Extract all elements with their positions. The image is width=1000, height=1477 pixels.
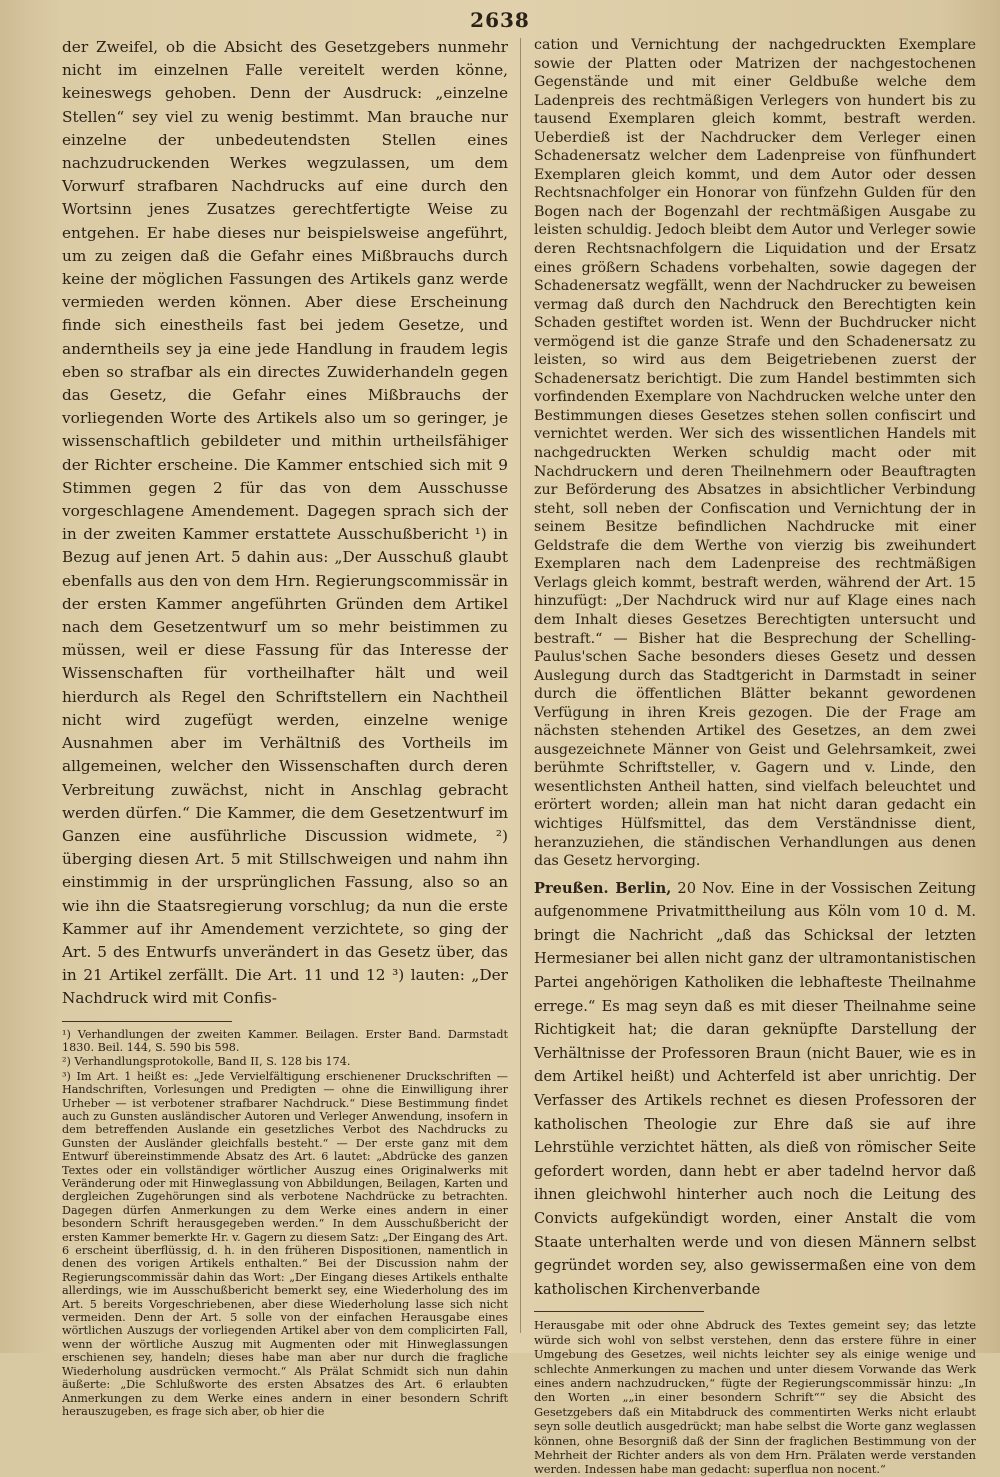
footnote-3: ³) Im Art. 1 heißt es: „Jede Vervielfältigung erschienener Druckschriften — Handschriften, Vorlesungen und Predigten — ohne die Einwilligung ihrer Urheber — ist verbotener strafbarer Nachdruck.“ Diese Bestimmung findet auch zu Gunsten ausländischer Autoren und Verleger Anwendung, insofern in dem betreffenden Auslande ein gesetzliches Verbot des Nachdrucks zu Gunsten der Ausländer gleichfalls besteht.“ — Der erste ganz mit dem Entwurf übereinstimmende Absatz des Art. 6 lautet: „Abdrücke des ganzen Textes oder ein vollständiger wörtlicher Auszug eines Originalwerks mit Veränderung oder mit Hinweglassung von Abbildungen, Beilagen, Karten und dergleichen Zugehörungen sind als verbotene Nachdrücke zu betrachten. Dagegen dürfen Anmerkungen zu dem Werke eines andern in einer besondern Schrift herausgegeben werden.“ In dem Ausschußbericht der ersten Kammer bemerkte Hr. v. Gagern zu diesem Satz: „Der Eingang des Art. 6 erscheint überflüssig, d. h. in den früheren Dispositionen, namentlich in denen des vorigen Artikels enthalten.“ Bei der Discussion nahm der Regierungscommissär dahin das Wort: „Der Eingang dieses Artikels enthalte allerdings, wie im Ausschußbericht bemerkt sey, eine Wiederholung des im Art. 5 bereits Vorgeschriebenen, aber diese Wiederholung lasse sich nicht vermeiden. Denn der Art. 5 solle von der einfachen Herausgabe eines wörtlichen Auszugs der vorliegenden Artikel aber von dem complicirten Fall, wenn der wörtliche Auszug mit Augmenten oder mit Hinweglassungen erschienen sey, handeln; dieses habe man aber nur durch die fragliche Wiederholung ausdrücken vermocht.“ Als Prälat Schmidt sich nun dahin äußerte: „Die Schlußworte des ersten Absatzes des Art. 6 erlaubten Anmerkungen zu dem Werke eines andern in einer besondern Schrift herauszugeben, es frage sich aber, ob hier die bbox=[62, 1069, 508, 1418]
column-divider bbox=[520, 38, 521, 1333]
prussia-article bbox=[534, 877, 976, 1302]
right-column-body: cation und Vernichtung der nachgedruckten Exemplare sowie der Platten oder Matrizen der nachgestochenen Gegenstände und mit einer Geldbuße welche dem Ladenpreis des rechtmäßigen Verlegers von hundert bis zu tausend Exemplaren gleich kommt, bestraft werden. Ueberdieß ist der Nachdrucker dem Verleger einen Schadenersatz welcher dem Ladenpreise von fünfhundert Exemplaren gleich kommt, und dem Autor oder dessen Rechtsnachfolger ein Honorar von fünfzehn Gulden für den Bogen nach der Bogenzahl der rechtmäßigen Ausgabe zu leisten schuldig. Jedoch bleibt dem Autor und Verleger sowie deren Rechtsnachfolgern die Liquidation und der Ersatz eines größern Schadens vorbehalten, sowie dagegen der Schadenersatz wegfällt, wenn der Nachdrucker zu beweisen vermag daß durch den Nachdruck den Berechtigten kein Schaden gestiftet worden ist. Wenn der Buchdrucker nicht vermögend ist die ganze Strafe und den Schadenersatz zu leisten, so wird aus dem Beigetriebenen zuerst der Schadenersatz berichtigt. Die zum Handel bestimmten sich vorfindenden Exemplare von Nachdrucken welche unter den Bestimmungen dieses Gesetzes stehen sollen confiscirt und vernichtet werden. Wer sich des wissentlichen Handels mit nachgedruckten Werken schuldig macht oder mit Nachdruckern und deren Theilnehmern oder Beauftragten zur Beförderung des Absatzes in absichtlicher Verbindung steht, soll neben der Confiscation und Vernichtung der in seinem Besitze befindlichen Nachdrucke mit einer Geldstrafe die dem Werthe von vierzig bis zweihundert Exemplaren nach dem Ladenpreise des rechtmäßigen Verlags gleich kommt, bestraft werden, während der Art. 15 hinzufügt: „Der Nachdruck wird nur auf Klage eines nach dem Inhalt dieses Gesetzes Berechtigten untersucht und bestraft.“ — Bisher hat die Besprechung der Schelling-Paulus'schen Sache besonders dieses Gesetz und dessen Auslegung durch das Stadtgericht in Darmstadt in seiner durch die öffentlichen Blätter bekannt gewordenen Verfügung in ihren Kreis gezogen. Die der Frage am nächsten stehenden Artikel des Gesetzes, an dem zwei ausgezeichnete Männer von Geist und Gelehrsamkeit, zwei berühmte Schriftsteller, v. Gagern und v. Linde, den wesentlichsten Antheil hatten, sind vielfach beleuchtet und erörtert worden; allein man hat nicht daran gedacht ein wichtiges Hülfsmittel, das dem Verständnisse dient, heranzuziehen, die ständischen Verhandlungen aus denen das Gesetz hervorging. bbox=[534, 37, 976, 870]
footnote-continuation: Herausgabe mit oder ohne Abdruck des Textes gemeint sey; das letzte würde sich wohl von selbst verstehen, denn das erstere führe in einer Umgebung des Gesetzes, weil nichts leichter sey als einige wenige und schlechte Anmerkungen zu machen und unter diesem Vorwande das Werk eines andern nachzudrucken,“ fügte der Regierungscommissär hinzu: „In den Worten „„in einer besondern Schrift““ sey die Absicht des Gesetzgebers daß ein Mitabdruck des commentirten Werks nicht erlaubt seyn solle deutlich ausgedrückt; man habe selbst die Worte ganz weglassen können, ohne Besorgniß daß der Sinn der fraglichen Bestimmung von der Mehrheit der Richter anders als von dem Hrn. Prälaten werde verstanden werden. Indessen habe man gedacht: superflua non nocent.“ bbox=[534, 1318, 976, 1477]
left-column-body: der Zweifel, ob die Absicht des Gesetzgebers nunmehr nicht im einzelnen Falle vereitelt werden könne, keineswegs gehoben. Denn der Ausdruck: „einzelne Stellen“ sey viel zu wenig bestimmt. Man brauche nur einzelne der unbedeutendsten Stellen eines nachzudruckenden Werkes wegzulassen, um dem Vorwurf strafbaren Nachdrucks auf eine durch den Wortsinn jenes Zusatzes gerechtfertigte Weise zu entgehen. Er habe dieses nur beispielsweise angeführt, um zu zeigen daß die Gefahr eines Mißbrauchs durch keine der möglichen Fassungen des Artikels ganz werde vermieden werden können. Aber diese Erscheinung finde sich einestheils fast bei jedem Gesetze, und anderntheils sey ja eine jede Handlung in fraudem legis eben so strafbar als ein directes Zuwiderhandeln gegen das Gesetz, die Gefahr eines Mißbrauchs der vorliegenden Worte des Artikels also um so geringer, je wissenschaftlich gebildeter und mithin urtheilsfähiger der Richter erscheine. Die Kammer entschied sich mit 9 Stimmen gegen 2 für das von dem Ausschusse vorgeschlagene Amendement. Dagegen sprach sich der in der zweiten Kammer erstattete Ausschußbericht ¹) in Bezug auf jenen Art. 5 dahin aus: „Der Ausschuß glaubt ebenfalls aus den von dem Hrn. Regierungscommissär in der ersten Kammer angeführten Gründen dem Artikel nach dem Gesetzentwurf um so mehr beistimmen zu müssen, weil er diese Fassung für das Interesse der Wissenschaften für vortheilhafter hält und weil hierdurch als Regel den Schriftstellern ein Nachtheil nicht wird zugefügt werden, einzelne wenige Ausnahmen aber im Verhältniß des Vortheils im allgemeinen, welcher den Wissenschaften durch deren Verbreitung zuwächst, nicht in Anschlag gebracht werden dürfen.“ Die Kammer, die dem Gesetzentwurf im Ganzen eine ausführliche Discussion widmete, ²) überging diesen Art. 5 mit Stillschweigen und nahm ihn einstimmig in der ursprünglichen Fassung, also so an wie ihn die Staatsregierung vorschlug; da nun die erste Kammer auf ihr Amendement verzichtete, so ging der Art. 5 des Entwurfs unverändert in das Gesetz über, das in 21 Artikel zerfällt. Die Art. 11 und 12 ³) lauten: „Der Nachdruck wird mit Confis- bbox=[62, 38, 508, 1008]
footnote-rule-right bbox=[534, 1311, 704, 1312]
right-column bbox=[534, 36, 976, 1477]
footnote-1: ¹) Verhandlungen der zweiten Kammer. Beilagen. Erster Band. Darmstadt 1830. Beil. 144, S. 590 bis 598. bbox=[62, 1027, 508, 1054]
prussia-section-head: Preußen. Berlin, bbox=[534, 879, 672, 897]
footnote-rule-left bbox=[62, 1021, 232, 1022]
page-number: 2638 bbox=[470, 8, 530, 32]
footnote-2: ²) Verhandlungsprotokolle, Band II, S. 128 bis 174. bbox=[62, 1055, 351, 1069]
prussia-section-body: 20 Nov. Eine in der Vossischen Zeitung aufgenommene Privatmittheilung aus Köln vom 10 d. M. bringt die Nachricht „daß das Schicksal der letzten Hermesianer bei allen nicht ganz der ultramontanistischen Partei angehörigen Katholiken die lebhafteste Theilnahme errege.“ Es mag seyn daß es mit dieser Theilnahme seine Richtigkeit hat; die daran geknüpfte Darstellung der Verhältnisse der Professoren Braun (nicht Bauer, wie es in dem Artikel heißt) und Achterfeld ist aber unrichtig. Der Verfasser des Artikels rechnet es diesen Professoren der katholischen Theologie zur Ehre daß sie auf ihre Lehrstühle verzichtet hätten, als dieß von römischer Seite gefordert worden, dann hebt er aber tadelnd hervor daß ihnen gleichwohl hinterher auch noch die Leitung des Convicts aufgekündigt worden, einer Anstalt die vom Staate unterhalten werde und von diesen Männern selbst gegründet worden sey, also gewissermaßen eine von dem katholischen Kirchenverbande bbox=[534, 879, 976, 1298]
left-column bbox=[62, 36, 508, 1418]
